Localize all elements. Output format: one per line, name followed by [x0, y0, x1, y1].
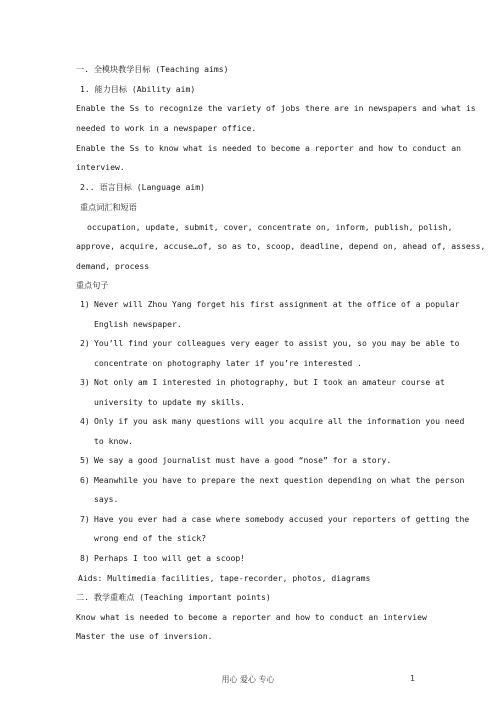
aids-line: Aids: Multimedia facilities, tape-recorder, photos, diagrams — [78, 573, 371, 583]
sentence-text: You’ll find your colleagues very eager to assist you, so you may be able to — [94, 338, 460, 348]
sentence-text: Only if you ask many questions will you acquire all the information you need — [94, 416, 465, 426]
page-number: 1 — [410, 674, 415, 683]
sentence-text: Have you ever had a case where somebody accused your reporters of getting the — [94, 514, 470, 524]
sentence-text: concentrate on photography later if you’re interested . — [94, 358, 363, 368]
vocabulary-list: approve, acquire, accuse…of, so as to, scoop, deadline, depend on, ahead of, assess, — [76, 241, 486, 251]
ability-aim-heading: 1. 能力目标 (Ability aim) — [80, 84, 196, 94]
section-2-heading: 二. 教学重难点 (Teaching important points) — [76, 592, 271, 602]
sentence-number: 5) — [80, 455, 90, 465]
sentence-text: university to update my skills. — [94, 397, 246, 407]
sentence-text: to know. — [94, 436, 133, 446]
ability-aim-text: interview. — [76, 162, 125, 172]
sentence-text: says. — [94, 494, 119, 504]
sentence-text: wrong end of the stick? — [94, 533, 207, 543]
sentence-text: English newspaper. — [94, 319, 182, 329]
sentence-text: Meanwhile you have to prepare the next question depending on what the person — [94, 475, 465, 485]
sentence-number: 4) — [80, 416, 90, 426]
vocabulary-heading: 重点词汇和短语 — [80, 202, 137, 212]
sentence-text: Perhaps I too will get a scoop! — [94, 553, 246, 563]
ability-aim-text: Enable the Ss to recognize the variety of jobs there are in newspapers and what is — [76, 103, 476, 113]
footer-motto: 用心 爱心 专心 — [221, 675, 275, 684]
sentence-number: 6) — [80, 475, 90, 485]
sentence-text: We say a good journalist must have a good “nose” for a story. — [94, 455, 392, 465]
sentences-heading: 重点句子 — [76, 280, 109, 290]
sentence-number: 8) — [80, 553, 90, 563]
ability-aim-text: Enable the Ss to know what is needed to become a reporter and how to conduct an — [76, 143, 461, 153]
language-aim-heading: 2.. 语言目标 (Language aim) — [80, 182, 205, 192]
ability-aim-text: needed to work in a newspaper office. — [76, 123, 257, 133]
vocabulary-list: demand, process — [76, 261, 150, 271]
vocabulary-list: occupation, update, submit, cover, concentrate on, inform, publish, polish, — [87, 222, 453, 232]
sentence-text: Not only am I interested in photography, but I took an amateur course at — [94, 377, 445, 387]
sentence-number: 7) — [80, 514, 90, 524]
sentence-text: Never will Zhou Yang forget his first assignment at the office of a popular — [94, 299, 460, 309]
sentence-number: 2) — [80, 338, 90, 348]
section-1-heading: 一. 全模块教学目标 (Teaching aims) — [76, 64, 229, 74]
important-points-text: Know what is needed to become a reporter and how to conduct an interview — [76, 612, 427, 622]
important-points-text: Master the use of inversion. — [76, 631, 213, 641]
sentence-number: 3) — [80, 377, 90, 387]
sentence-number: 1) — [80, 299, 90, 309]
